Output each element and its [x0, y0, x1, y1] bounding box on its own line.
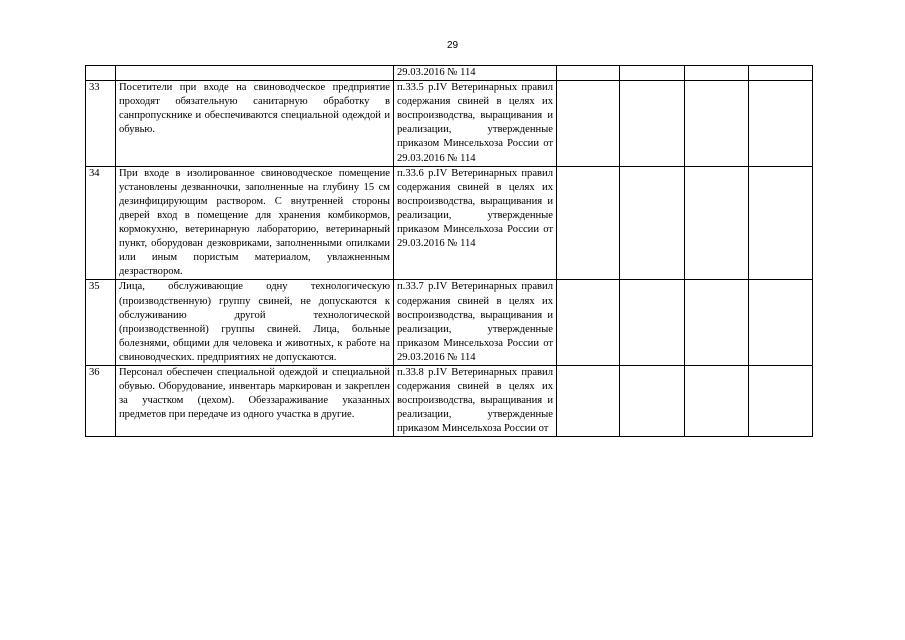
table-row	[86, 280, 813, 366]
cell-no	[620, 365, 685, 436]
table-row-continued	[86, 66, 813, 81]
cell-yes	[557, 81, 620, 167]
cell-number: 33	[86, 81, 116, 167]
table-row	[86, 81, 813, 167]
cell-not-applicable	[685, 166, 749, 280]
checklist-table	[85, 65, 813, 437]
cell-no	[620, 280, 685, 366]
cell-reference: п.33.8 р.IV Ветеринарных правил содержания свиней в целях их воспроизводства, выращивания и реализации, утвержденные приказом Минсельхоза России от	[394, 365, 557, 436]
cell-reference: п.33.7 р.IV Ветеринарных правил содержания свиней в целях их воспроизводства, выращивания и реализации, утвержденные приказом Минсельхоза России от 29.03.2016 № 114	[394, 280, 557, 366]
cell-requirement	[116, 66, 394, 81]
cell-yes	[557, 166, 620, 280]
cell-not-applicable	[685, 66, 749, 81]
cell-not-applicable	[685, 280, 749, 366]
cell-requirement: Лица, обслуживающие одну технологическую (производственную) группу свиней, не допускаются к обслуживанию другой технологической (производственной) группы свиней. Лица, больные болезнями, общими для человека и животных, к работе на свиноводческих. предприятиях не допускаются.	[116, 280, 394, 366]
cell-no	[620, 166, 685, 280]
cell-reference: п.33.6 р.IV Ветеринарных правил содержания свиней в целях их воспроизводства, выращивания и реализации, утвержденные приказом Минсельхоза России от 29.03.2016 № 114	[394, 166, 557, 280]
cell-reference: п.33.5 р.IV Ветеринарных правил содержания свиней в целях их воспроизводства, выращивания и реализации, утвержденные приказом Минсельхоза России от 29.03.2016 № 114	[394, 81, 557, 167]
cell-number: 35	[86, 280, 116, 366]
cell-requirement: Посетители при входе на свиноводческое предприятие проходят обязательную санитарную обработку в санпропускнике и обеспечиваются специальной одеждой и обувью.	[116, 81, 394, 167]
cell-number	[86, 66, 116, 81]
cell-requirement: При входе в изолированное свиноводческое помещение установлены дезванночки, заполненные на глубину 15 см дезинфицирующим раствором. С внутренней стороны дверей вход в помещение для хранения комбикормов, кормокухню, ветеринарную лабораторию, ветеринарный пункт, оборудован дезковриками, заполненными опилками или иным пористым материалом, увлажненным дезраствором.	[116, 166, 394, 280]
cell-no	[620, 66, 685, 81]
cell-number: 34	[86, 166, 116, 280]
cell-number: 36	[86, 365, 116, 436]
cell-not-applicable	[685, 81, 749, 167]
cell-not-applicable	[685, 365, 749, 436]
cell-reference: 29.03.2016 № 114	[394, 66, 557, 81]
cell-note	[749, 66, 813, 81]
cell-requirement: Персонал обеспечен специальной одеждой и специальной обувью. Оборудование, инвентарь маркирован и закреплен за участком (цехом). Обеззараживание указанных предметов при передаче из одного участка в другие.	[116, 365, 394, 436]
cell-no	[620, 81, 685, 167]
cell-note	[749, 280, 813, 366]
cell-note	[749, 166, 813, 280]
table-row	[86, 166, 813, 280]
cell-yes	[557, 66, 620, 81]
cell-yes	[557, 280, 620, 366]
cell-note	[749, 365, 813, 436]
cell-note	[749, 81, 813, 167]
table-row	[86, 365, 813, 436]
cell-yes	[557, 365, 620, 436]
page-number: 29	[446, 40, 459, 51]
